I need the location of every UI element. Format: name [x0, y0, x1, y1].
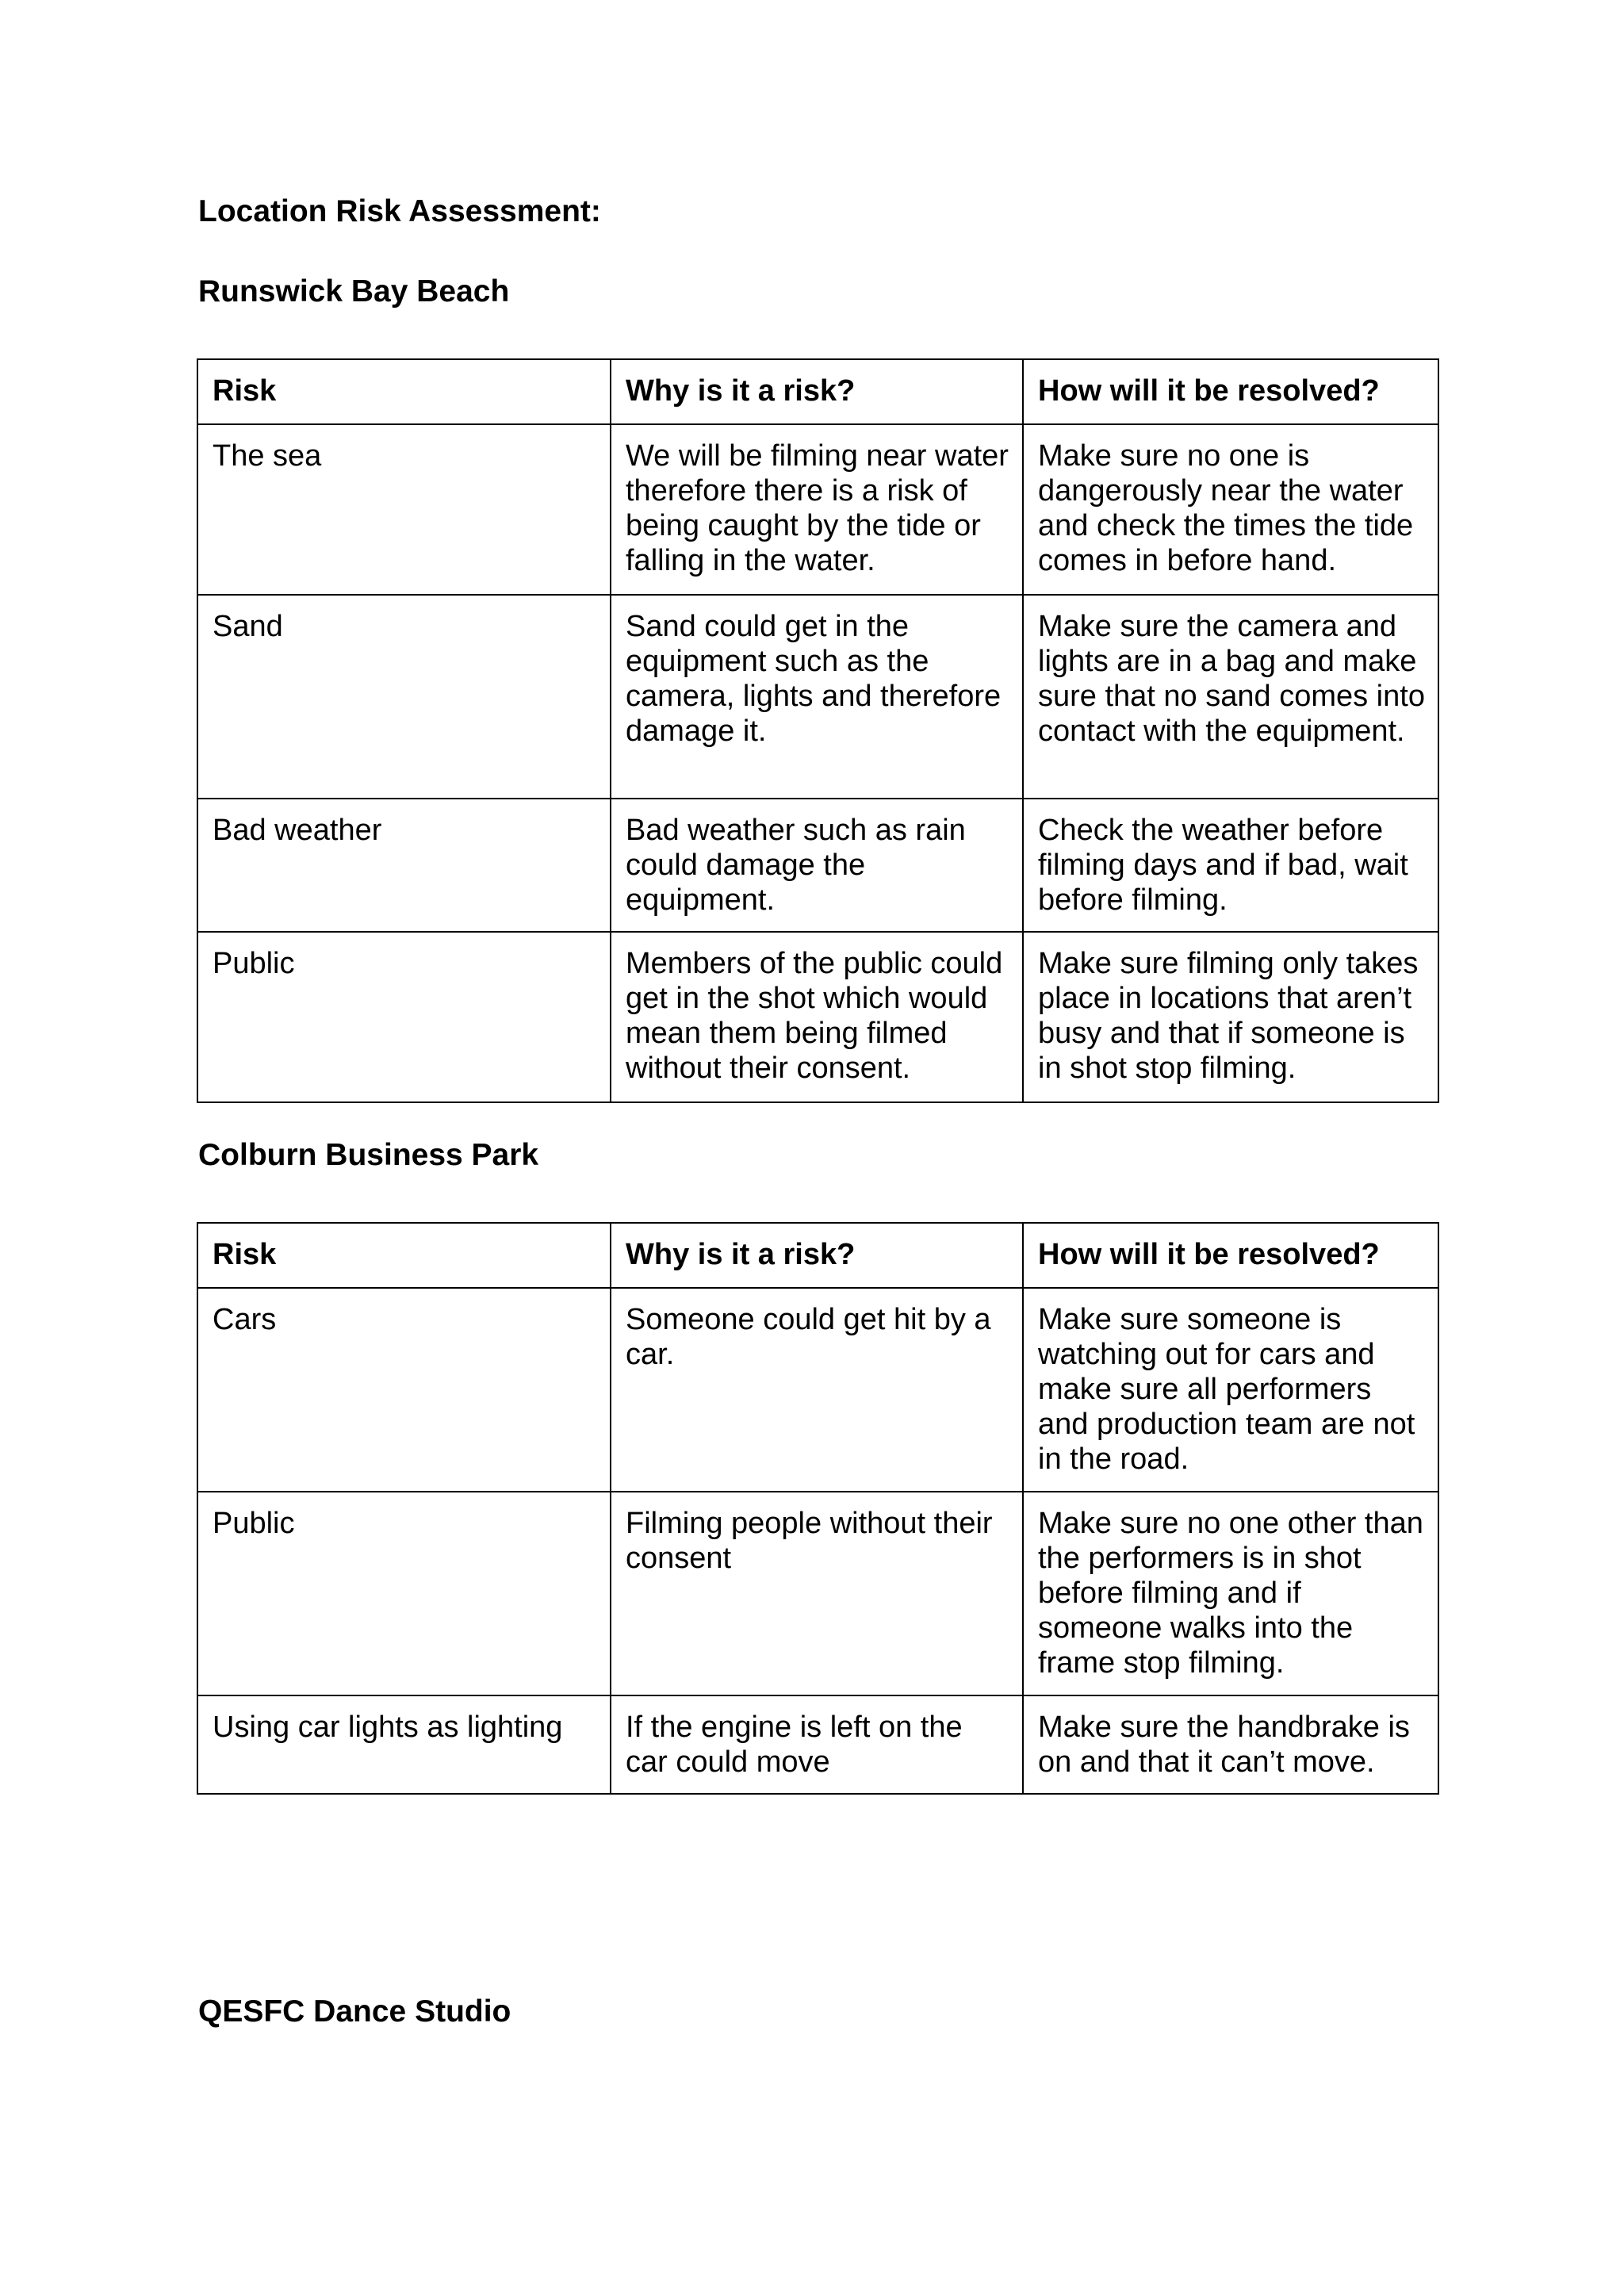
how-cell: Make sure someone is watching out for cars and make sure all performers and production team are not in the road.	[1023, 1288, 1438, 1492]
table-row	[197, 424, 1438, 595]
column-header-risk: Risk	[197, 1223, 611, 1288]
table-row	[197, 1288, 1438, 1492]
risk-cell: Using car lights as lighting	[197, 1695, 611, 1794]
table-row	[197, 1492, 1438, 1695]
table-row	[197, 932, 1438, 1102]
risk-cell: Cars	[197, 1288, 611, 1492]
section-heading-colburn-business-park: Colburn Business Park	[198, 1138, 539, 1172]
how-cell: Make sure no one other than the performers is in shot before filming and if someone walks into the frame stop filming.	[1023, 1492, 1438, 1695]
risk-table-colburn-business-park	[197, 1222, 1439, 1795]
table-row	[197, 595, 1438, 799]
how-cell: Make sure filming only takes place in locations that aren’t busy and that if someone is in shot stop filming.	[1023, 932, 1438, 1102]
section-heading-qesfc-dance-studio: QESFC Dance Studio	[198, 1994, 511, 2029]
table-row	[197, 1695, 1438, 1794]
risk-cell: Sand	[197, 595, 611, 799]
why-cell: Bad weather such as rain could damage the equipment.	[611, 799, 1023, 932]
why-cell: Sand could get in the equipment such as the camera, lights and therefore damage it.	[611, 595, 1023, 799]
why-cell: Members of the public could get in the shot which would mean them being filmed without their consent.	[611, 932, 1023, 1102]
why-cell: Filming people without their consent	[611, 1492, 1023, 1695]
document-title: Location Risk Assessment:	[198, 194, 601, 228]
risk-cell: The sea	[197, 424, 611, 595]
section-heading-runswick-bay-beach: Runswick Bay Beach	[198, 274, 510, 308]
column-header-why: Why is it a risk?	[611, 359, 1023, 424]
column-header-risk: Risk	[197, 359, 611, 424]
column-header-why: Why is it a risk?	[611, 1223, 1023, 1288]
table-row	[197, 799, 1438, 932]
how-cell: Make sure the camera and lights are in a bag and make sure that no sand comes into contact with the equipment.	[1023, 595, 1438, 799]
column-header-how: How will it be resolved?	[1023, 359, 1438, 424]
table-header-row	[197, 359, 1438, 424]
risk-cell: Public	[197, 932, 611, 1102]
risk-table-runswick-bay-beach	[197, 358, 1439, 1103]
column-header-how: How will it be resolved?	[1023, 1223, 1438, 1288]
how-cell: Make sure the handbrake is on and that it can’t move.	[1023, 1695, 1438, 1794]
risk-cell: Public	[197, 1492, 611, 1695]
table-header-row	[197, 1223, 1438, 1288]
risk-cell: Bad weather	[197, 799, 611, 932]
why-cell: We will be filming near water therefore there is a risk of being caught by the tide or falling in the water.	[611, 424, 1023, 595]
why-cell: If the engine is left on the car could move	[611, 1695, 1023, 1794]
how-cell: Check the weather before filming days and if bad, wait before filming.	[1023, 799, 1438, 932]
why-cell: Someone could get hit by a car.	[611, 1288, 1023, 1492]
how-cell: Make sure no one is dangerously near the water and check the times the tide comes in before hand.	[1023, 424, 1438, 595]
